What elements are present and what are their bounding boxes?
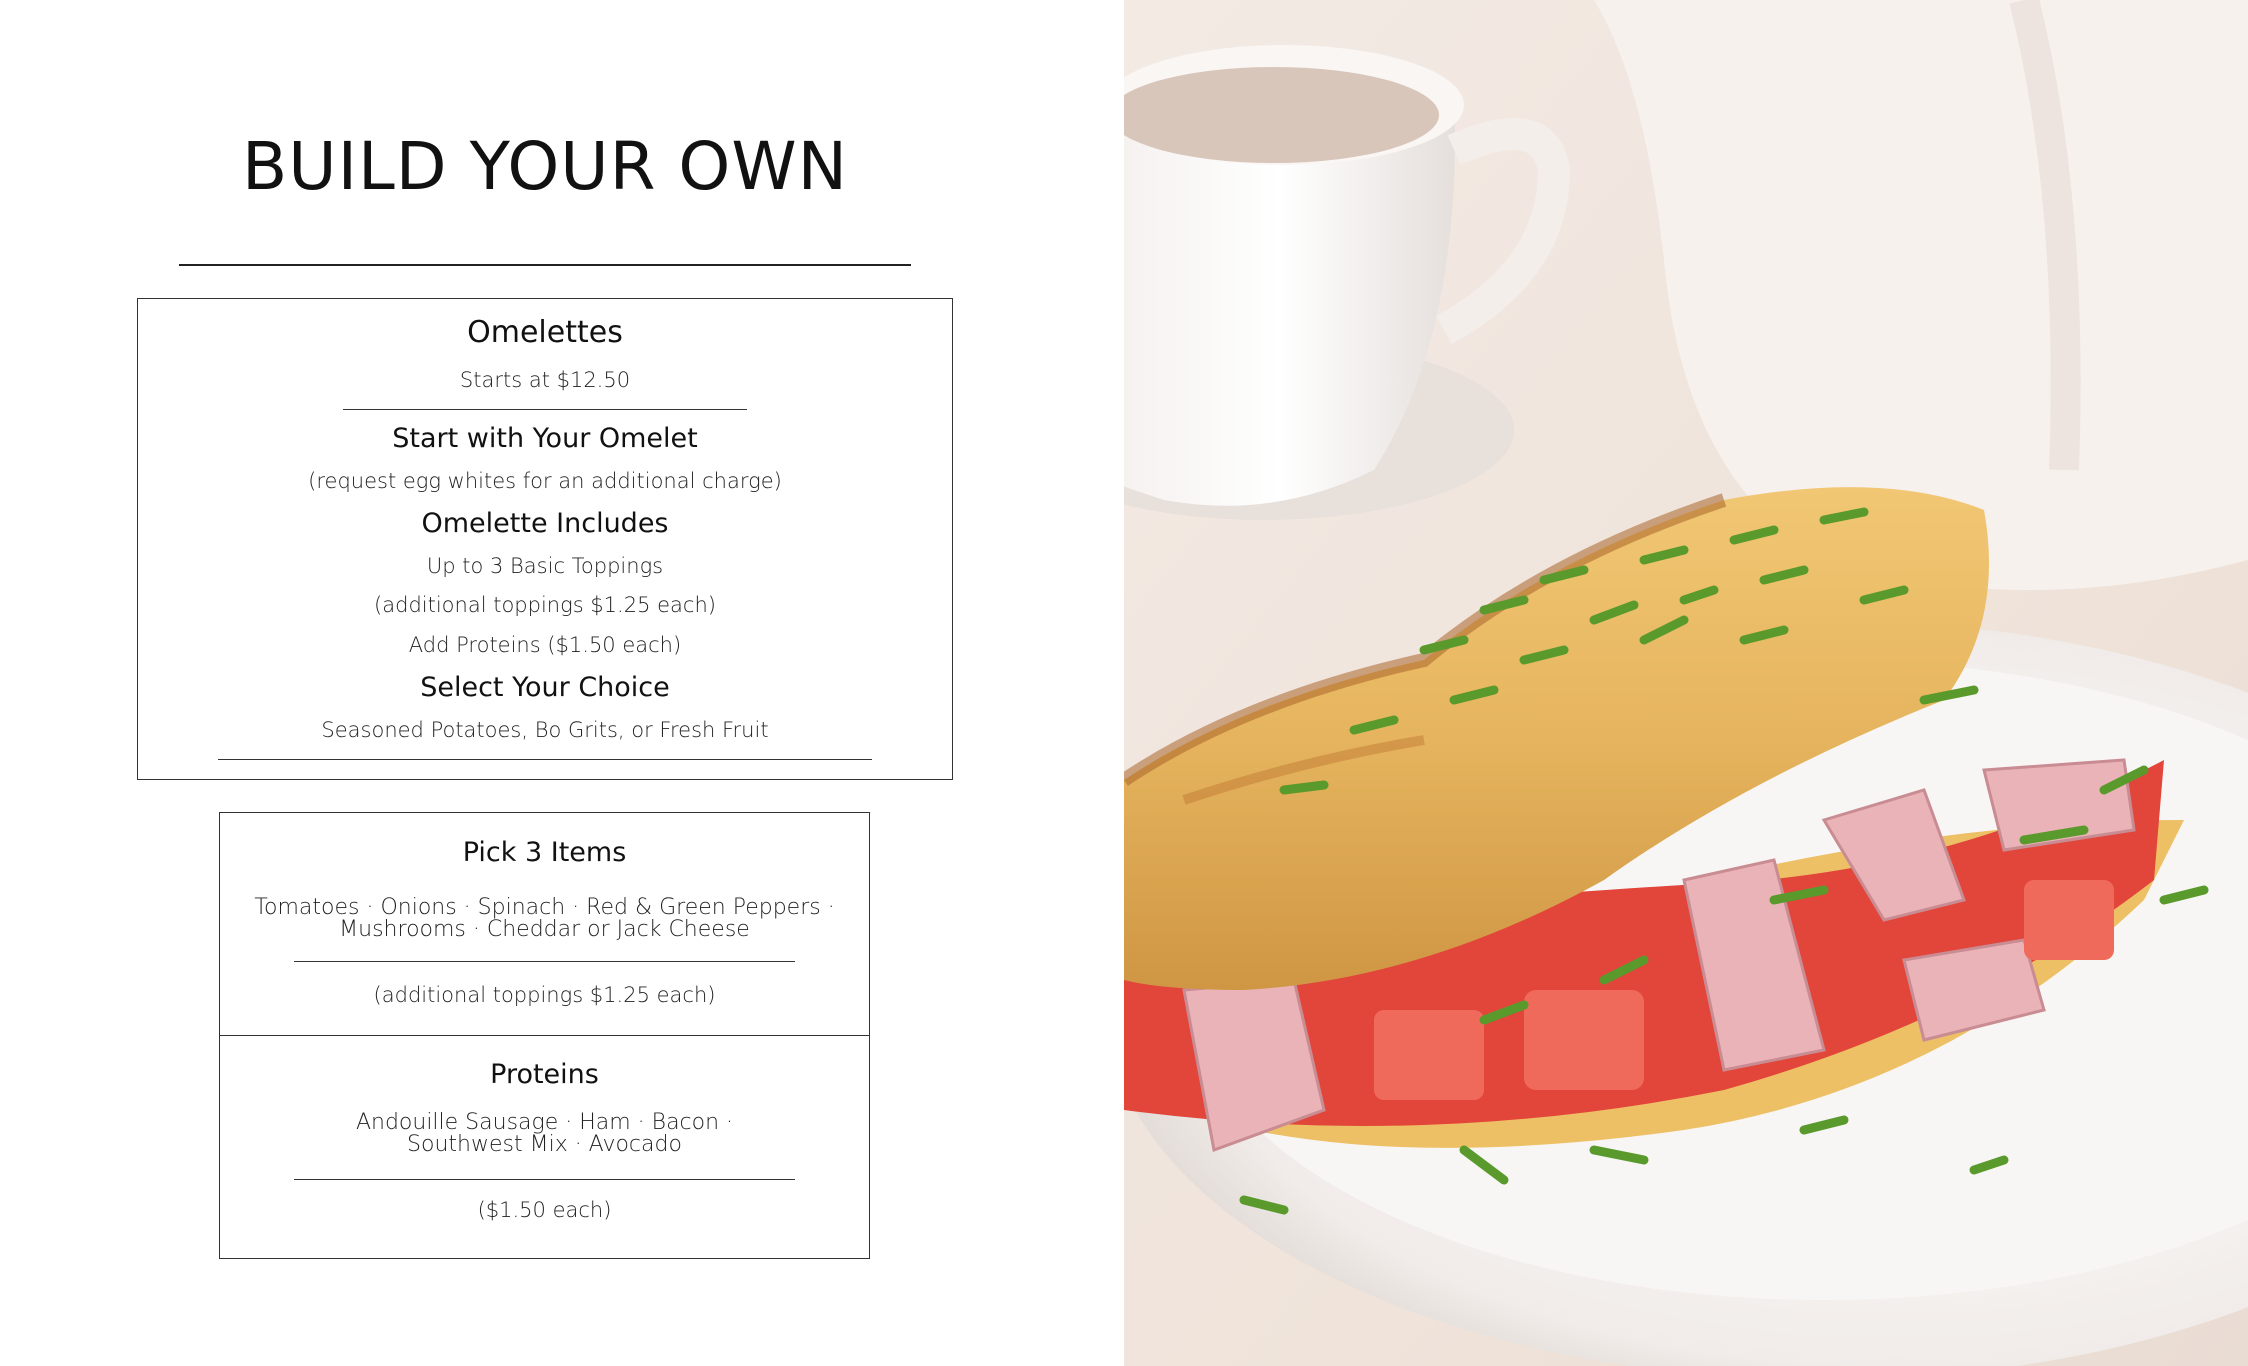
proteins-heading: Proteins — [490, 1059, 599, 1090]
proteins-list-line1: Andouille Sausage · Ham · Bacon · — [355, 1110, 734, 1135]
items-list-line2: Mushrooms · Cheddar or Jack Cheese — [339, 917, 750, 942]
box-divider — [220, 1035, 869, 1036]
omelettes-divider — [343, 409, 747, 410]
start-heading: Start with Your Omelet — [392, 423, 698, 454]
items-note: (additional toppings $1.25 each) — [373, 983, 716, 1007]
items-list-line1: Tomatoes · Onions · Spinach · Red & Green Peppers · — [254, 895, 835, 920]
includes-line3: Add Proteins ($1.50 each) — [408, 633, 682, 657]
pick-items-heading: Pick 3 Items — [462, 837, 627, 868]
title-divider — [179, 264, 911, 266]
proteins-divider — [294, 1179, 795, 1180]
omelette-photo — [1124, 0, 2248, 1366]
includes-heading: Omelette Includes — [421, 508, 669, 539]
omelettes-heading: Omelettes — [467, 315, 623, 350]
omelette-box — [137, 298, 953, 780]
includes-line2: (additional toppings $1.25 each) — [374, 593, 716, 617]
includes-line1: Up to 3 Basic Toppings — [426, 554, 664, 578]
omelettes-price: Starts at $12.50 — [459, 368, 631, 392]
page-title: BUILD YOUR OWN — [241, 128, 848, 205]
choice-divider — [218, 759, 872, 760]
start-note: (request egg whites for an additional charge) — [308, 469, 782, 493]
choice-heading: Select Your Choice — [420, 672, 670, 703]
choice-text: Seasoned Potatoes, Bo Grits, or Fresh Fruit — [321, 718, 769, 742]
proteins-list-line2: Southwest Mix · Avocado — [407, 1132, 682, 1157]
items-divider — [294, 961, 795, 962]
toppings-box — [219, 812, 870, 1259]
proteins-note: ($1.50 each) — [477, 1198, 612, 1222]
